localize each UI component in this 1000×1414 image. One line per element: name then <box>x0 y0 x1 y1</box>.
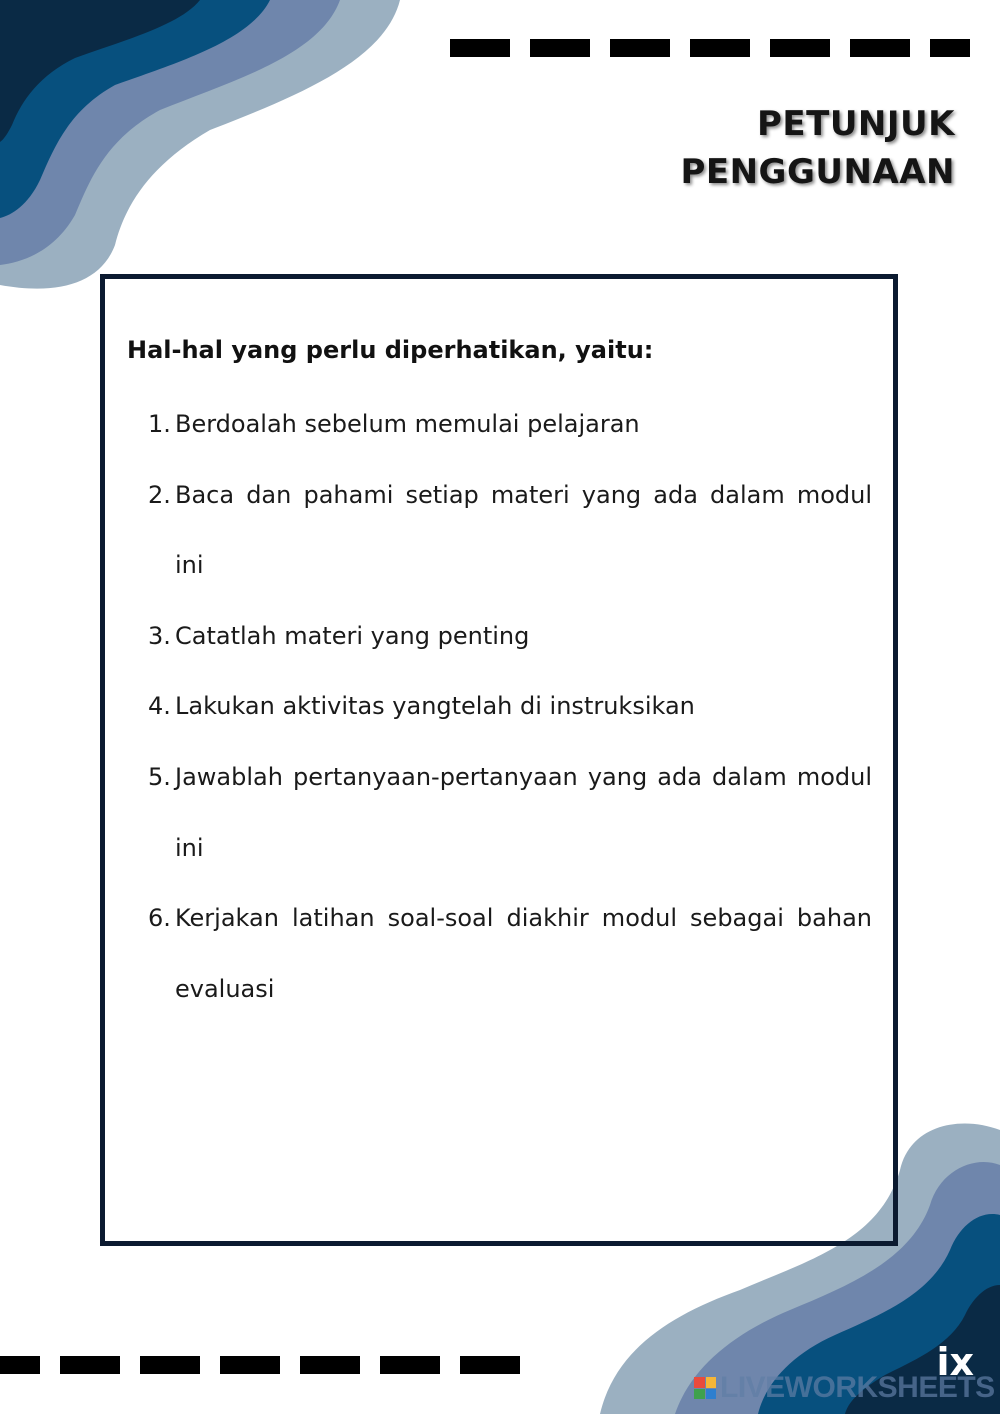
dash <box>850 39 910 57</box>
dash <box>690 39 750 57</box>
list-item <box>148 671 872 742</box>
page-title-line-2: PENGGUNAAN <box>680 152 955 192</box>
liveworksheets-logo-icon <box>694 1377 716 1399</box>
list-item-text: Catatlah materi yang penting <box>175 621 530 650</box>
page-title-line-1: PETUNJUK <box>756 104 955 144</box>
dash <box>610 39 670 57</box>
liveworksheets-watermark <box>694 1372 995 1404</box>
dash <box>380 1356 440 1374</box>
dash <box>60 1356 120 1374</box>
list-item-text: Jawablah pertanyaan-pertanyaan yang ada dalam modul ini <box>175 762 872 862</box>
dash <box>140 1356 200 1374</box>
list-item <box>148 883 872 1024</box>
page-title <box>680 100 955 196</box>
list-item <box>148 389 872 460</box>
dash <box>530 39 590 57</box>
list-item-number: 5. <box>148 762 171 791</box>
top-left-wave-decoration <box>0 0 420 300</box>
dash <box>300 1356 360 1374</box>
list-item <box>148 601 872 672</box>
dash <box>770 39 830 57</box>
watermark-text: LIVEWORKSHEETS <box>720 1371 995 1404</box>
list-item-text: Berdoalah sebelum memulai pelajaran <box>175 410 640 438</box>
list-item-number: 4. <box>148 692 171 721</box>
instruction-list <box>148 389 872 1024</box>
list-item <box>148 460 872 601</box>
dash <box>450 39 510 57</box>
dash <box>930 39 970 57</box>
list-item-number: 6. <box>148 904 171 933</box>
list-item-text: Kerjakan latihan soal-soal diakhir modul sebagai bahan evaluasi <box>175 904 872 1003</box>
intro-heading: Hal-hal yang perlu diperhatikan, yaitu: <box>127 336 654 364</box>
dash <box>220 1356 280 1374</box>
bottom-dash-decoration <box>0 1356 520 1374</box>
list-item-text: Lakukan aktivitas yangtelah di instruksikan <box>175 692 695 721</box>
list-item-number: 2. <box>148 480 171 509</box>
list-item <box>148 742 872 883</box>
list-item-number: 1. <box>148 410 171 438</box>
top-dash-decoration <box>450 39 970 57</box>
list-item-text: Baca dan pahami setiap materi yang ada dalam modul ini <box>175 480 872 580</box>
list-item-number: 3. <box>148 621 171 650</box>
page-number: ix <box>936 1340 974 1384</box>
dash <box>460 1356 520 1374</box>
dash <box>0 1356 40 1374</box>
